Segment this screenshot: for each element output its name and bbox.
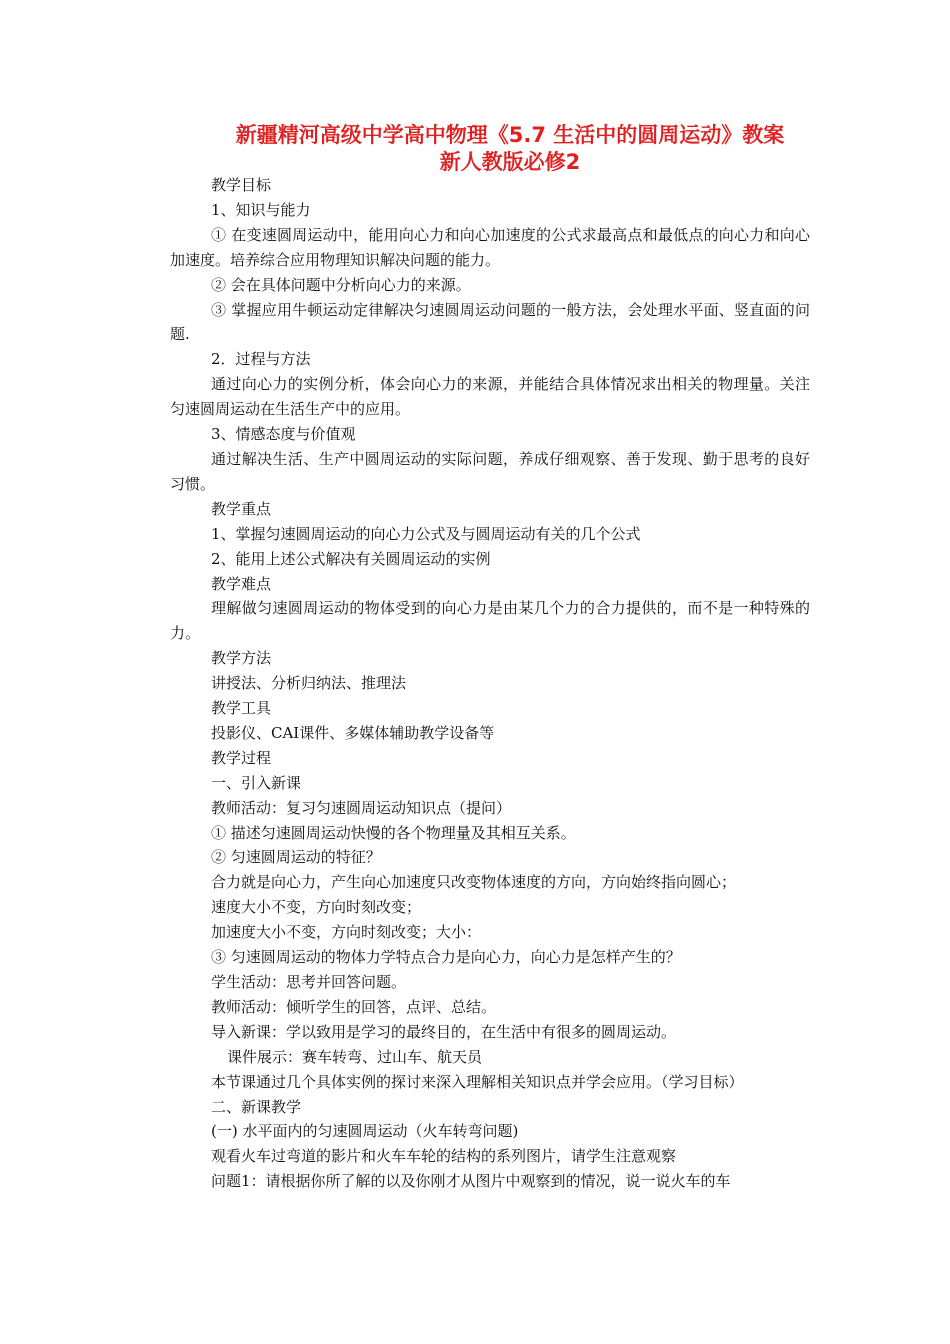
paragraph-answer-force: 合力就是向心力，产生向心加速度只改变物体速度的方向，方向始终指向圆心； <box>211 873 737 892</box>
section-heading-key-points: 教学重点 <box>211 499 272 518</box>
section-heading-difficulty: 教学难点 <box>211 574 272 593</box>
subheading-horizontal-circular-motion: (一) 水平面内的匀速圆周运动（火车转弯问题) <box>211 1122 519 1141</box>
document-title-line1: 新疆精河高级中学高中物理《5.7 生活中的圆周运动》教案 <box>235 123 785 147</box>
paragraph-student-activity: 学生活动：思考并回答问题。 <box>211 973 407 991</box>
paragraph-question-2: ② 匀速圆周运动的特征？ <box>211 848 381 867</box>
subheading-process-method: 2．过程与方法 <box>211 350 311 369</box>
paragraph-tools: 投影仪、CAI课件、多媒体辅助教学设备等 <box>211 723 495 742</box>
paragraph-answer-acceleration: 加速度大小不变，方向时刻改变；大小： <box>211 923 482 942</box>
subheading-new-teaching: 二、新课教学 <box>211 1097 302 1116</box>
paragraph-key-point-2: 2、能用上述公式解决有关圆周运动的实例 <box>211 549 491 568</box>
paragraph-observe-train: 观看火车过弯道的影片和火车车轮的结构的系列图片，请学生注意观察 <box>211 1147 677 1166</box>
subheading-knowledge-ability: 1、知识与能力 <box>211 200 311 219</box>
paragraph-question-1: ① 描述匀速圆周运动快慢的各个物理量及其相互关系。 <box>211 823 576 842</box>
paragraph-lesson-goal: 本节课通过几个具体实例的探讨来深入理解相关知识点并学会应用。（学习目标） <box>211 1072 744 1091</box>
paragraph-question-3: ③ 匀速圆周运动的物体力学特点合力是向心力，向心力是怎样产生的？ <box>211 948 681 967</box>
paragraph-difficulty: 理解做匀速圆周运动的物体受到的向心力是由某几个力的合力提供的，而不是一种特殊的力。 <box>170 599 810 643</box>
document-title-line2: 新人教版必修2 <box>439 150 581 174</box>
paragraph-emotion-values: 通过解决生活、生产中圆周运动的实际问题，养成仔细观察、善于发现、勤于思考的良好习惯。 <box>170 449 810 493</box>
paragraph-process-method: 通过向心力的实例分析，体会向心力的来源，并能结合具体情况求出相关的物理量。关注匀速圆周运动在生活生产中的应用。 <box>170 375 810 419</box>
paragraph-objective-1: ① 在变速圆周运动中，能用向心力和向心加速度的公式求最高点和最低点的向心力和向心加速度。培养综合应用物理知识解决问题的能力。 <box>170 225 810 269</box>
paragraph-courseware-display: 课件展示：赛车转弯、过山车、航天员 <box>227 1047 483 1066</box>
paragraph-new-lesson-intro: 导入新课：学以致用是学习的最终目的，在生活中有很多的圆周运动。 <box>211 1022 677 1041</box>
paragraph-key-point-1: 1、掌握匀速圆周运动的向心力公式及与圆周运动有关的几个公式 <box>211 524 641 543</box>
paragraph-teacher-activity-summary: 教师活动：倾听学生的回答，点评、总结。 <box>211 997 497 1016</box>
section-heading-objectives: 教学目标 <box>211 176 272 194</box>
section-heading-tools: 教学工具 <box>211 699 272 718</box>
document-body <box>170 173 810 1194</box>
paragraph-objective-3: ③ 掌握应用牛顿运动定律解决匀速圆周运动问题的一般方法，会处理水平面、竖直面的问题. <box>170 300 810 344</box>
subheading-emotion-values: 3、情感态度与价值观 <box>211 425 356 444</box>
paragraph-methods: 讲授法、分析归纳法、推理法 <box>211 674 407 693</box>
paragraph-answer-velocity: 速度大小不变，方向时刻改变； <box>211 898 422 917</box>
subheading-introduction: 一、引入新课 <box>211 773 302 792</box>
paragraph-objective-2: ② 会在具体问题中分析向心力的来源。 <box>211 275 471 294</box>
section-heading-process: 教学过程 <box>211 748 272 767</box>
section-heading-methods: 教学方法 <box>211 649 272 668</box>
paragraph-problem-1: 问题1：请根据你所了解的以及你刚才从图片中观察到的情况，说一说火车的车 <box>211 1172 731 1191</box>
paragraph-teacher-activity-review: 教师活动：复习匀速圆周运动知识点（提问） <box>211 798 512 817</box>
